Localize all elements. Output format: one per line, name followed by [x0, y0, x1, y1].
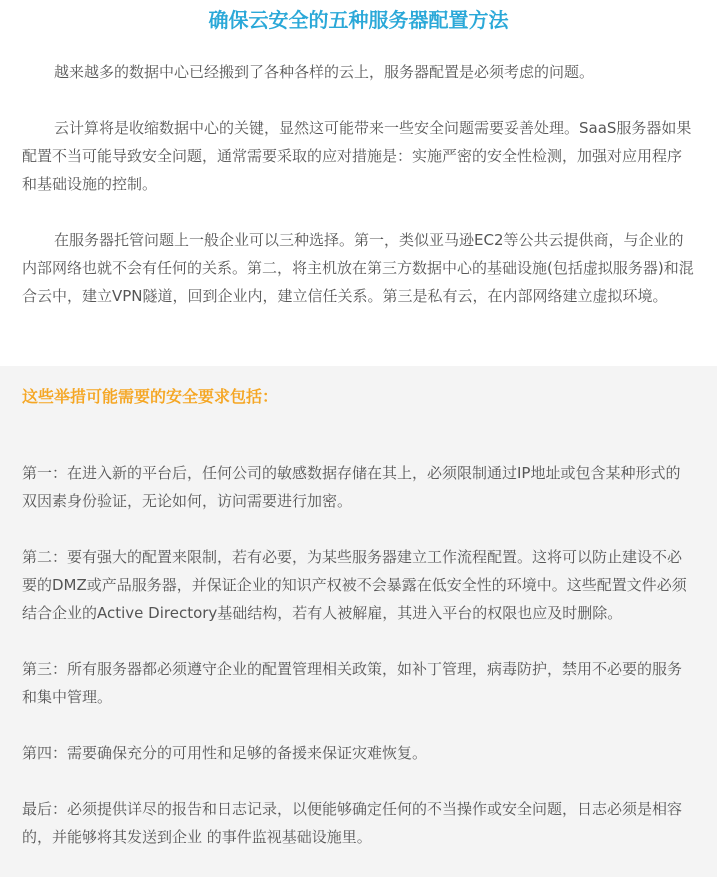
intro-section [0, 0, 717, 366]
requirements-section [0, 366, 717, 877]
requirements-heading: 这些举措可能需要的安全要求包括： [22, 387, 279, 406]
intro-paragraph: 在服务器托管问题上一般企业可以三种选择。第一，类似亚马逊EC2等公共云提供商，与企业的内部网络也就不会有任何的关系。第二，将主机放在第三方数据中心的基础设施(包括虚拟服务器)和混合云中，建立VPN隧道，回到企业内，建立信任关系。第三是私有云，在内部网络建立虚拟环境。 [22, 231, 694, 305]
intro-paragraph: 云计算将是收缩数据中心的关键，显然这可能带来一些安全问题需要妥善处理。SaaS服务器如果配置不当可能导致安全问题，通常需要采取的应对措施是：实施严密的安全性检测，加强对应用程序和基础设施的控制。 [22, 119, 692, 193]
intro-paragraph: 越来越多的数据中心已经搬到了各种各样的云上，服务器配置是必须考虑的问题。 [54, 63, 595, 81]
requirement-item: 最后：必须提供详尽的报告和日志记录，以便能够确定任何的不当操作或安全问题，日志必须是相容的，并能够将其发送到企业 的事件监视基础设施里。 [22, 800, 683, 846]
article-title: 确保云安全的五种服务器配置方法 [208, 8, 509, 32]
requirement-item: 第三：所有服务器都必须遵守企业的配置管理相关政策，如补丁管理，病毒防护，禁用不必要的服务和集中管理。 [22, 660, 683, 706]
requirement-item: 第二：要有强大的配置来限制，若有必要，为某些服务器建立工作流程配置。这将可以防止建设不必要的DMZ或产品服务器，并保证企业的知识产权被不会暴露在低安全性的环境中。这些配置文件必须结合企业的Active Directory基础结构，若有人被解雇，其进入平台的权限也应及时删除。 [22, 548, 687, 622]
requirement-item: 第一：在进入新的平台后，任何公司的敏感数据存储在其上，必须限制通过IP地址或包含某种形式的双因素身份验证，无论如何，访问需要进行加密。 [22, 464, 681, 510]
requirement-item: 第四：需要确保充分的可用性和足够的备援来保证灾难恢复。 [22, 744, 428, 762]
